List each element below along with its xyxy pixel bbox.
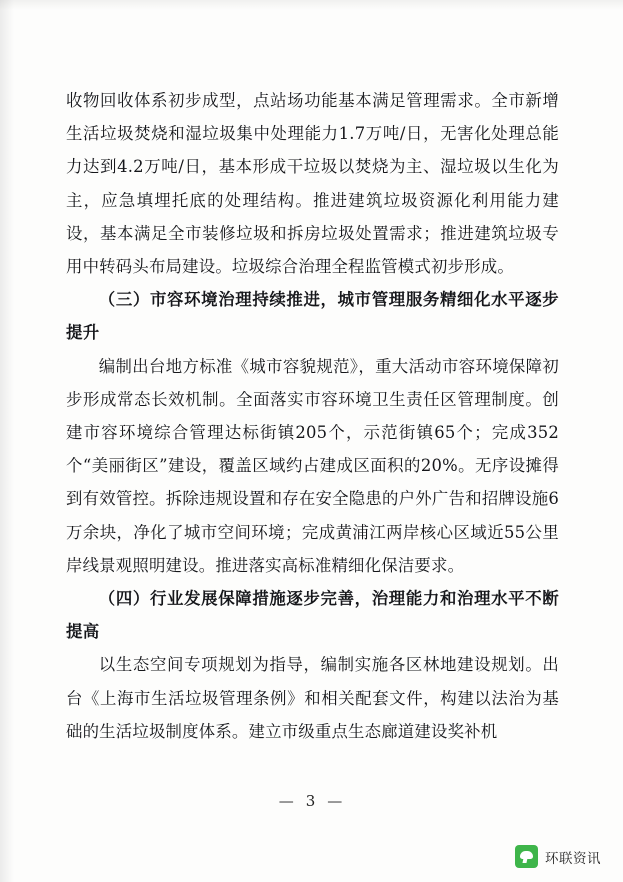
page-top-shadow <box>0 0 623 10</box>
paragraph-continuation: 收物回收体系初步成型，点站场功能基本满足管理需求。全市新增生活垃圾焚烧和湿垃圾集中处理能力1.7万吨/日，无害化处理总能力达到4.2万吨/日，基本形成干垃圾以焚烧为主、湿垃圾以生化为主，应急填埋托底的处理结构。推进建筑垃圾资源化利用能力建设，基本满足全市装修垃圾和拆房垃圾处置需求；推进建筑垃圾专用中转码头布局建设。垃圾综合治理全程监管模式初步形成。 <box>66 91 559 277</box>
page-number-value: 3 <box>305 792 318 810</box>
page-number-left-dash: — <box>278 792 296 810</box>
section-heading-four: （四）行业发展保障措施逐步完善，治理能力和治理水平不断提高 <box>66 589 559 642</box>
page-number <box>0 792 623 810</box>
footer-brand <box>515 845 601 868</box>
page-left-shadow <box>0 0 14 882</box>
paragraph-section-three-body: 编制出台地方标准《城市容貌规范》，重大活动市容环境保障初步形成常态长效机制。全面落实市容环境卫生责任区管理制度。创建市容环境综合管理达标街镇205个，示范街镇65个；完成352个“美丽街区”建设，覆盖区域约占建成区面积的20%。无序设摊得到有效管控。拆除违规设置和存在安全隐患的户外广告和招牌设施6万余块，净化了城市空间环境；完成黄浦江两岸核心区域近55公里岸线景观照明建设。推进落实高标准精细化保洁要求。 <box>66 356 559 575</box>
paragraph-section-four-body: 以生态空间专项规划为指导，编制实施各区林地建设规划。出台《上海市生活垃圾管理条例》和相关配套文件，构建以法治为基础的生活垃圾制度体系。建立市级重点生态廊道建设奖补机 <box>66 655 559 741</box>
footer-brand-name: 环联资讯 <box>545 850 601 867</box>
section-heading-three: （三）市容环境治理持续推进，城市管理服务精细化水平逐步提升 <box>66 290 559 343</box>
document-body <box>66 84 559 748</box>
leaf-logo-icon <box>515 845 538 868</box>
page-number-right-dash: — <box>327 792 345 810</box>
